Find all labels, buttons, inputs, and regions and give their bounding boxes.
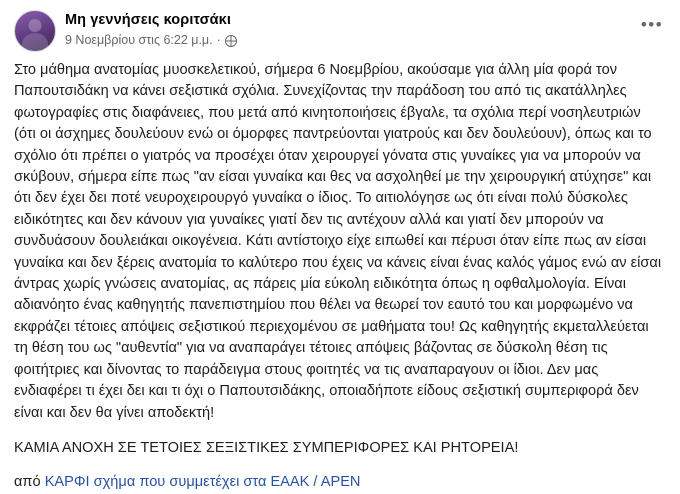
credit-prefix: από — [14, 474, 45, 491]
post-paragraph: Στο μάθημα ανατομίας μυοσκελετικού, σήμερα 6 Νοεμβρίου, ακούσαμε για άλλη μία φορά τον Παπουτσιδάκη να κάνει σεξιστικά σχόλια. Συνεχίζοντας την παράδοση του από τις ακατάλληλες φωτογραφίες στις διαφάνειες, που μετά από κινητοποιήσεις έβγαλε, τα σχόλια περί νοσηλευτριών (ότι οι άσχημες δουλεύουν ενώ οι όμορφες παντρεύονται γιατρούς και δεν δουλεύουν), όπως και το σχόλιο ότι πρέπει ο γιατρός να προσέχει όταν χειρουργεί γόνατα στις γυναίκες για να μπορούν να σκύβουν, σήμερα είπε πως "αν είσαι γυναίκα και θες να ασχοληθεί με την χειρουργική ατύχησε" και ότι δεν έχει δει ποτέ νευροχειρουργό γυναίκα ο ίδιος. Το αιτιολόγησε ως ότι είναι πολύ δύσκολες ειδικότητες και δεν κάνουν για γυναίκες γιατί δεν τις αντέχουν αλλά και γιατί δεν μπορούν να συνδυάσουν δουλειάκαι οικογένεια. Κάτι αντίστοιχο είχε ειπωθεί και πέρυσι όταν είπε πως αν είσαι γυναίκα και δεν ξέρεις ανατομία το καλύτερο που έχεις να κάνεις είναι ένας καλός γάμος ενώ αν είσαι άντρας χωρίς γνώσεις ανατομίας, ας πάρεις μία εύκολη ειδικότητα όπως η οφθαλμολογία. Είναι αδιανόητο ένας καθηγητής πανεπιστημίου που θέλει να θεωρεί τον εαυτό του και μορφωμένο να εκφράζει τέτοιες απόψεις σεξιστικού περιεχομένου σε μαθήματα του! Ως καθηγητής εκμεταλλεύεται τη θέση του ως "αυθεντία" για να αναπαράγει τέτοιες απόψεις βάζοντας σε δύσκολη θέση τις φοιτήτριες και δίνοντας το παράδειγμα στους φοιτητές να τις αναπαραγουν οι ίδιοι. Δεν μας ενδιαφέρει τι έχει δει και τι όχι ο Παπουτσιδάκης, οποιαδήποτε είδους σεξιστική συμπεριφορά δεν είναι και δεν θα γίνει αποδεκτή! — [14, 62, 662, 421]
meta-separator: · — [216, 33, 221, 47]
more-options-button[interactable]: ••• — [640, 14, 664, 34]
post-timestamp[interactable]: 9 Νοεμβρίου στις 6:22 μ.μ. — [65, 33, 213, 47]
globe-icon — [225, 35, 237, 47]
post-author-name[interactable]: Μη γεννήσεις κοριτσάκι — [65, 12, 231, 28]
post-header — [14, 10, 666, 58]
post-meta — [65, 32, 638, 49]
post-header-text — [65, 10, 638, 49]
post-body — [14, 58, 666, 494]
post-shout-line: ΚΑΜΙΑ ΑΝΟΧΗ ΣΕ ΤΕΤΟΙΕΣ ΣΕΞΙΣΤΙΚΕΣ ΣΥΜΠΕΡΙΦΟΡΕΣ ΚΑΙ ΡΗΤΟΡΕΙΑ! — [14, 439, 519, 456]
credit-link[interactable]: ΚΑΡΦΙ σχήμα που συμμετέχει στα ΕΑΑΚ / ΑΡΕΝ — [44, 474, 361, 491]
avatar[interactable] — [14, 10, 56, 52]
post-credit — [14, 472, 666, 493]
